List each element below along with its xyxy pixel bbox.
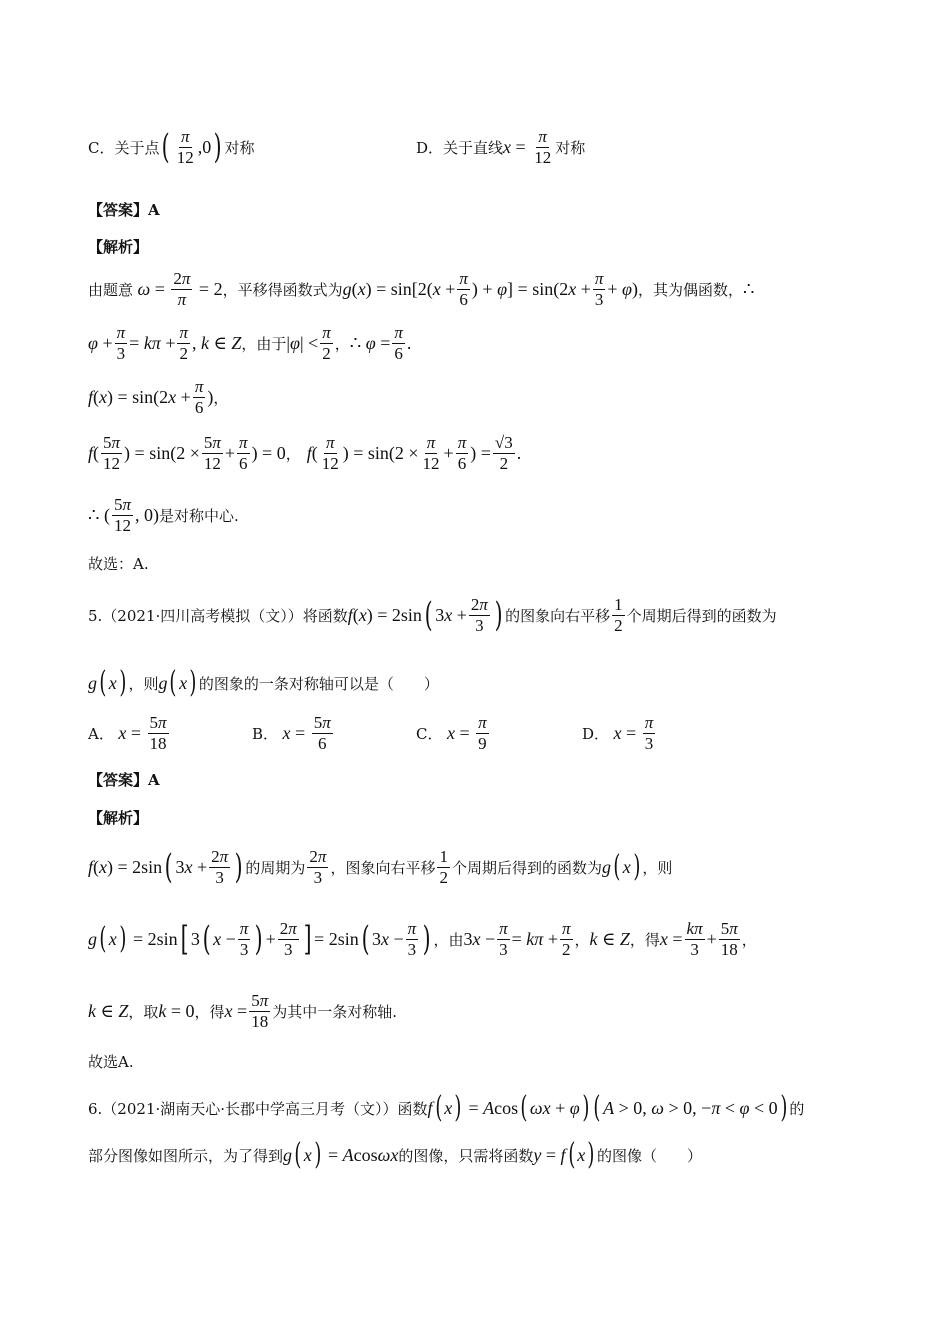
q4-solution-line-5: ∴ ( $\frac{5\pi}{12}$ , 0) 是对称中心. <box>88 495 239 535</box>
q5-conclusion: 故选A. <box>88 1053 134 1071</box>
q4-option-c-label: C．关于点 <box>88 138 160 157</box>
q4-solution-line-3: f(x) = sin(2x + $\frac{\pi}{6}$ ) ， <box>88 377 229 417</box>
q4-frac-pi-12-d: $\frac{\pi}{12}$ <box>534 127 552 167</box>
q4-option-d: D．关于直线 x = $\frac{\pi}{12}$ 对称 <box>416 127 586 167</box>
q4-solution-line-2: φ + $\frac{\pi}{3}$ = kπ + $\frac{\pi}{2}$ , k ∈ Z ，由于 |φ| < $\frac{\pi}{2}$ ， ∴ φ = $\frac{\pi}{6}$ . <box>88 323 412 363</box>
q5-option-b: B． x = $\frac{5\pi}{6}$ <box>252 713 331 753</box>
q4-analysis: 【解析】 <box>88 238 149 256</box>
q5-stem-line-1: 5.（2021·四川高考模拟（文））将函数 f(x) = 2sin ( 3x + $\frac{2\pi}{3}$ ) 的图象向右平移 $\frac{1}{2}$ 个周期后得到的函数为 <box>88 595 777 636</box>
q4-solution-line-4: f( $\frac{5\pi}{12}$ ) = sin(2 × $\frac{5\pi}{12}$ + $\frac{\pi}{6}$ ) = 0 ， f( $\frac{\pi}{12}$ ) = sin(2 × $\frac{\pi}{12}$ + $\frac{\pi}{6}$ ) = $\frac{√3}{2}$ . <box>88 433 522 473</box>
q5-solution-line-1: f(x) = 2sin ( 3x + $\frac{2\pi}{3}$ ) 的周期为 $\frac{2\pi}{3}$ ，图象向右平移 $\frac{1}{2}$ 个周期后得到的函数为 g ( x ) ，则 <box>88 847 673 888</box>
q5-solution-line-2: g ( x ) = 2sin [ 3 ( x − $\frac{\pi}{3}$ ) + $\frac{2\pi}{3}$ ] = 2sin ( 3x − $\frac{\pi}{3}$ ) ，由 3x − $\frac{\pi}{3}$ = kπ + $\frac{\pi}{2}$ ， k ∈ Z ，得 x = $\frac{k\pi}{3}$ + $\frac{5\pi}{18}$ ， <box>88 919 757 960</box>
q5-option-c: C． x = $\frac{\pi}{9}$ <box>416 713 487 753</box>
q5-option-a: A． x = $\frac{5\pi}{18}$ <box>88 713 167 753</box>
q4-frac-pi-12: $\frac{\pi}{12}$ <box>176 127 194 167</box>
q4-option-d-suffix: 对称 <box>555 138 586 157</box>
q5-analysis: 【解析】 <box>88 809 149 827</box>
q5-answer: 【答案】A <box>88 771 160 789</box>
q6-stem-line-1: 6.（2021·湖南天心·长郡中学高三月考（文））函数 f ( x ) = Acos ( ωx + φ ) ( A > 0, ω > 0, −π < φ < 0 ) 的 <box>88 1090 805 1125</box>
q4-option-d-label: D．关于直线 <box>416 138 504 157</box>
q6-stem-line-2: 部分图像如图所示，为了得到 g ( x ) = Acosωx 的图像，只需将函数 y = f ( x ) 的图像（ ） <box>88 1137 702 1172</box>
q4-option-c: C．关于点 ( $\frac{\pi}{12}$ ,0 ) 对称 <box>88 127 255 168</box>
q5-solution-line-3: k ∈ Z ，取 k = 0 ，得 x = $\frac{5\pi}{18}$ 为其中一条对称轴. <box>88 991 397 1031</box>
q5-option-d: D． x = $\frac{\pi}{3}$ <box>582 713 654 753</box>
q4-answer: 【答案】A <box>88 201 160 219</box>
q4-solution-line-1: 由题意 ω = $\frac{2\pi}{\pi}$ = 2 ，平移得函数式为 g(x) = sin[2(x + $\frac{\pi}{6}$ ) + φ] = sin(2x + $\frac{\pi}{3}$ + φ) ，其为偶函数， ∴ <box>88 269 755 309</box>
q4-conclusion: 故选：A. <box>88 555 149 573</box>
q5-stem-line-2: g ( x ) ，则 g ( x ) 的图象的一条对称轴可以是（ ） <box>88 665 439 700</box>
q4-option-c-suffix: 对称 <box>224 138 255 157</box>
